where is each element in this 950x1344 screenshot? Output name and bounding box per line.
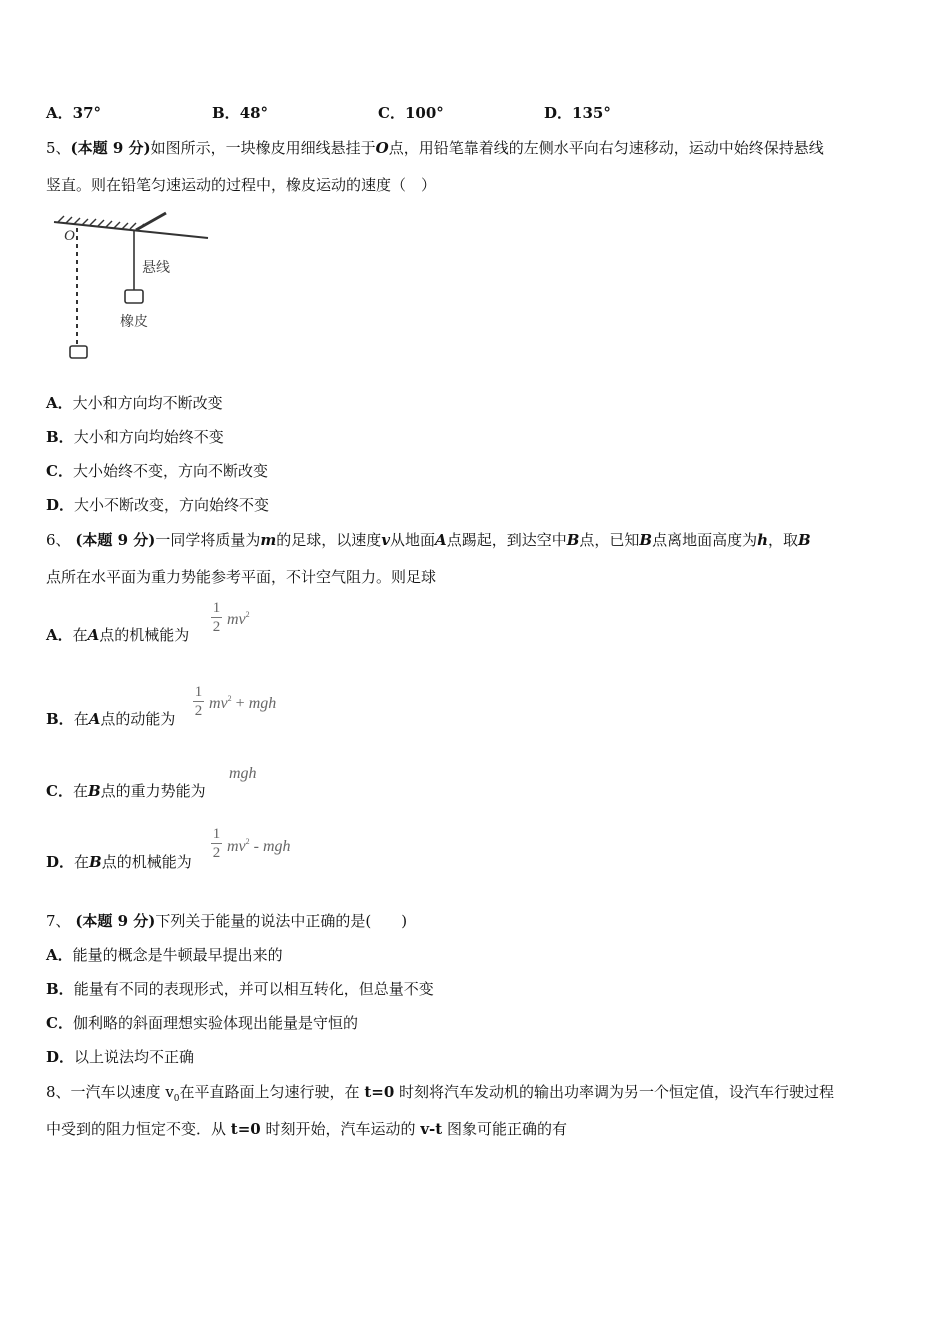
- q8-stem-line1: 8、一汽车以速度 $v_0$在平直路面上匀速行驶，在 t=0 时刻将汽车发动机的输出功率调为另一个恒定值，设汽车行驶过程: [46, 1083, 835, 1104]
- q6-option-d: D．在B点的机械能为: [46, 853, 192, 871]
- initial-eraser: [70, 346, 87, 358]
- q6-a-expression: $mv^2$: [227, 610, 250, 628]
- q6-option-c: C．在B点的重力势能为: [46, 782, 206, 800]
- q4-option-c: C．100°: [378, 104, 444, 122]
- q5-option-b: B．大小和方向均始终不变: [46, 428, 224, 446]
- q8-stem-line2: 中受到的阻力恒定不变．从 t=0 时刻开始，汽车运动的 v-t 图象可能正确的有: [46, 1120, 567, 1138]
- q6-b-fraction: 1 2: [194, 684, 203, 719]
- label-string: 悬线: [142, 260, 170, 276]
- q7-option-c: C．伽利略的斜面理想实验体现出能量是守恒的: [46, 1014, 358, 1032]
- q7-option-a: A．能量的概念是牛顿最早提出来的: [46, 946, 283, 964]
- q7-option-d: D．以上说法均不正确: [46, 1048, 195, 1066]
- q7-option-b: B．能量有不同的表现形式，并可以相互转化，但总量不变: [46, 980, 434, 998]
- pencil: [136, 213, 166, 230]
- q5-option-c: C．大小始终不变，方向不断改变: [46, 462, 268, 480]
- q6-a-fraction: 1 2: [212, 600, 221, 635]
- q4-option-b: B．48°: [212, 104, 269, 122]
- q5-option-d: D．大小不断改变，方向始终不变: [46, 496, 270, 514]
- pendulum-diagram: [50, 208, 220, 368]
- q6-option-b: B．在A点的动能为: [46, 710, 176, 728]
- q6-stem-line2: 点所在水平面为重力势能参考平面，不计空气阻力。则足球: [46, 568, 437, 586]
- q5-option-a: A．大小和方向均不断改变: [46, 394, 223, 412]
- q6-option-a: A．在A点的机械能为: [46, 626, 190, 644]
- label-o: O: [64, 228, 75, 244]
- q6-d-expression: $mv^2$ - mgh: [227, 837, 291, 855]
- q6-b-expression: $mv^2$ + mgh: [209, 694, 277, 712]
- q5-stem-line1: 5、(本题 9 分)如图所示，一块橡皮用细线悬挂于O点，用铅笔靠着线的左侧水平向右匀速移动，运动中始终保持悬线: [46, 139, 824, 157]
- q5-figure: [50, 208, 220, 368]
- q6-d-fraction: 1 2: [212, 826, 221, 861]
- q4-option-a: A．37°: [46, 104, 102, 122]
- eraser: [125, 290, 143, 303]
- q5-stem-line2: 竖直。则在铅笔匀速运动的过程中，橡皮运动的速度（ ）: [46, 176, 437, 194]
- q4-option-d: D．135°: [544, 104, 611, 122]
- label-eraser: 橡皮: [120, 314, 148, 330]
- q7-stem: 7、 (本题 9 分)下列关于能量的说法中正确的是( ): [46, 912, 408, 930]
- q6-c-expression: mgh: [229, 765, 257, 782]
- q6-stem-line1: 6、 (本题 9 分)一同学将质量为m的足球，以速度v从地面A点踢起，到达空中B点，已知B点离地面高度为h，取B: [46, 531, 811, 549]
